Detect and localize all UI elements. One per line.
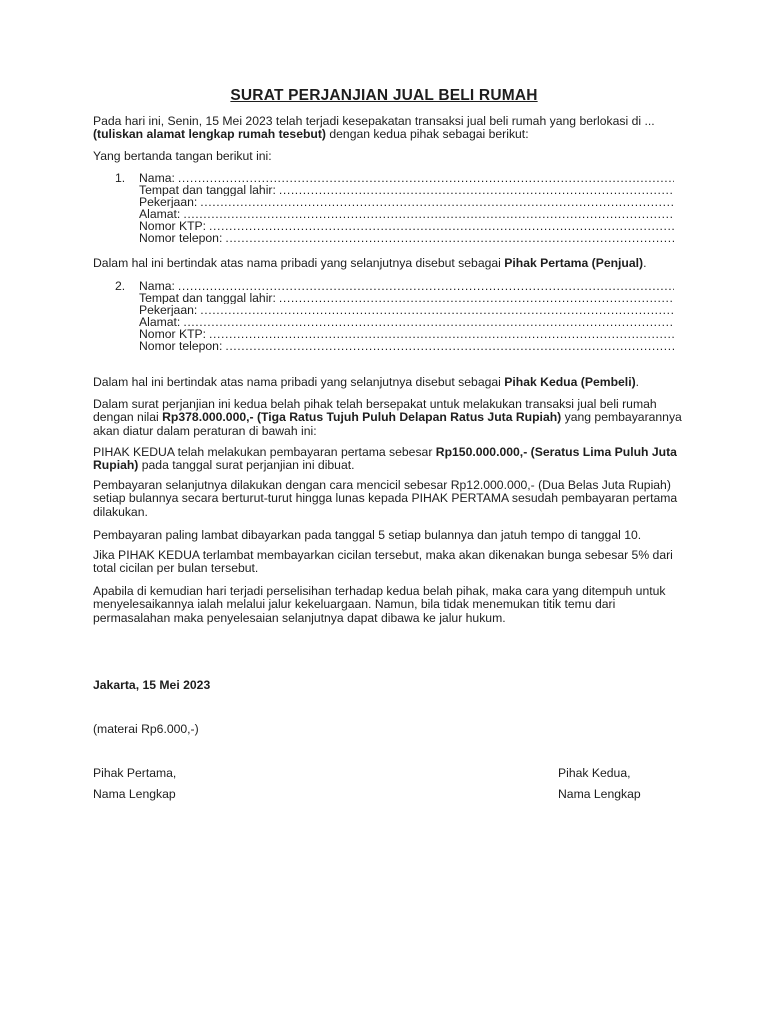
party-1-address-field: Alamat: ..... bbox=[139, 208, 674, 220]
party-2-role-title: Pihak Kedua (Pembeli) bbox=[504, 375, 636, 389]
party-1-role: Dalam hal ini bertindak atas nama pribadi yang selanjutnya disebut sebagai Pihak Pertama (Penjual). bbox=[93, 256, 647, 270]
party-1-role-title: Pihak Pertama (Penjual) bbox=[504, 256, 644, 270]
party-2-role: Dalam hal ini bertindak atas nama pribadi yang selanjutnya disebut sebagai Pihak Kedua (Pembeli). bbox=[93, 375, 640, 389]
signature-first-name: Nama Lengkap bbox=[93, 787, 176, 802]
first-payment-paragraph: PIHAK KEDUA telah melakukan pembayaran pertama sebesar Rp150.000.000,- (Seratus Lima Puluh Juta Rupiah) pada tanggal surat perjanjian ini dibuat. bbox=[93, 445, 677, 473]
first-payment-amount: Rp150.000.000,- (Seratus Lima Puluh Juta Rupiah) bbox=[93, 445, 677, 473]
place-date: Jakarta, 15 Mei 2023 bbox=[93, 678, 211, 692]
intro-rest: dengan kedua pihak sebagai berikut: bbox=[325, 127, 529, 142]
party-1-birth-field: Tempat dan tanggal lahir: ..... bbox=[139, 184, 674, 196]
party-2-address-field: Alamat: ..... bbox=[139, 316, 674, 328]
intro-text: Pada hari ini, Senin, 15 Mei 2023 telah terjadi kesepakatan transaksi jual beli rumah yang berlokasi di ... bbox=[93, 114, 655, 128]
party-1-ktp-field: Nomor KTP: ..... bbox=[139, 220, 674, 232]
party-2-number: 2. bbox=[115, 279, 126, 293]
party-2-ktp-field: Nomor KTP: ..... bbox=[139, 328, 674, 340]
signers-intro: Yang bertanda tangan berikut ini: bbox=[93, 149, 272, 163]
deadline-paragraph: Pembayaran paling lambat dibayarkan pada tanggal 5 setiap bulannya dan jatuh tempo di tanggal 10. bbox=[93, 528, 642, 542]
party-1-fields bbox=[139, 172, 674, 245]
party-2-name-field: Nama: ..... bbox=[139, 280, 674, 292]
signature-first-label: Pihak Pertama, bbox=[93, 766, 177, 780]
late-fee-paragraph: Jika PIHAK KEDUA terlambat membayarkan cicilan tersebut, maka akan dikenakan bunga sebesar 5% dari total cicilan per bulan tersebut. bbox=[93, 548, 673, 576]
party-2-list bbox=[93, 280, 674, 353]
party-1-job-field: Pekerjaan: ..... bbox=[139, 196, 674, 208]
signature-second bbox=[558, 767, 641, 802]
party-1-number: 1. bbox=[115, 171, 126, 185]
signature-first bbox=[93, 767, 176, 802]
party-2-fields bbox=[139, 280, 674, 353]
agreement-price: Rp378.000.000,- (Tiga Ratus Tujuh Puluh Delapan Ratus Juta Rupiah) bbox=[162, 410, 562, 425]
dispute-paragraph: Apabila di kemudian hari terjadi perselisihan terhadap kedua belah pihak, maka cara yang ditempuh untuk menyelesaikannya ialah melalui jalur kekeluargaan. Namun, bila tidak menemukan titik temu dari permasalahan maka penyelesaian selanjutnya dapat dibawa ke jalur hukum. bbox=[93, 584, 666, 625]
document-title: SURAT PERJANJIAN JUAL BELI RUMAH bbox=[230, 87, 538, 104]
installments-paragraph: Pembayaran selanjutnya dilakukan dengan cara mencicil sebesar Rp12.000.000,- (Dua Belas Juta Rupiah) setiap bulannya secara berturut-turut hingga lunas kepada PIHAK PERTAMA sesudah pembayaran pertama dilakukan. bbox=[93, 478, 678, 519]
party-2-phone-field: Nomor telepon: ..... bbox=[139, 340, 674, 352]
party-2-job-field: Pekerjaan: ..... bbox=[139, 304, 674, 316]
signature-second-label: Pihak Kedua, bbox=[558, 766, 631, 780]
party-1-name-field: Nama: ..... bbox=[139, 172, 674, 184]
party-1-phone-field: Nomor telepon: ..... bbox=[139, 232, 674, 244]
party-1-list bbox=[93, 172, 674, 245]
signature-second-name: Nama Lengkap bbox=[558, 787, 641, 802]
agreement-paragraph: Dalam surat perjanjian ini kedua belah pihak telah bersepakat untuk melakukan transaksi jual beli rumah dengan nilai Rp378.000.000,- (Tiga Ratus Tujuh Puluh Delapan Ratus Juta Rupiah) yang pembayarannya akan diatur dalam peraturan di bawah ini: bbox=[93, 397, 682, 438]
intro-paragraph bbox=[93, 115, 683, 142]
stamp-note: (materai Rp6.000,-) bbox=[93, 722, 199, 736]
intro-address-placeholder: (tuliskan alamat lengkap rumah tesebut) bbox=[93, 127, 326, 142]
party-2-birth-field: Tempat dan tanggal lahir: ..... bbox=[139, 292, 674, 304]
